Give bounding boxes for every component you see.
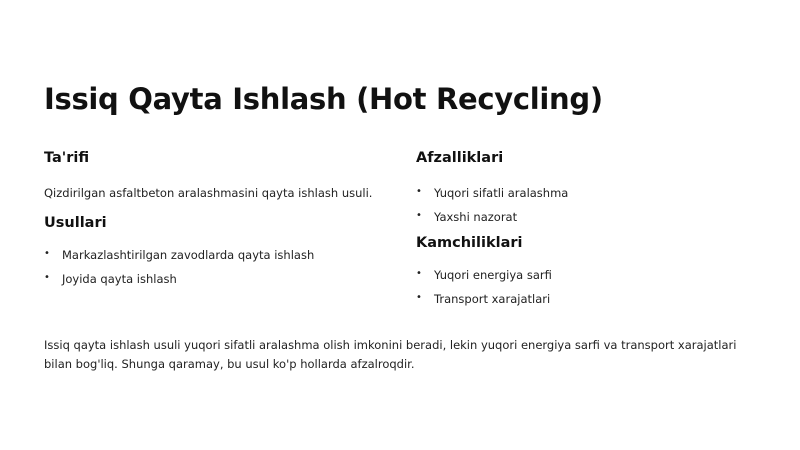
disadvantages-list	[416, 267, 756, 307]
left-column	[44, 148, 374, 295]
list-item	[416, 291, 756, 307]
definition-heading: Ta'rifi	[44, 150, 90, 166]
disadvantage-label: Yuqori energiya sarfi	[434, 268, 552, 282]
list-item	[44, 271, 374, 287]
bullet-icon: •	[44, 272, 50, 283]
bullet-icon: •	[416, 210, 422, 221]
list-item	[416, 185, 756, 201]
methods-heading: Usullari	[44, 215, 107, 231]
summary-text: Issiq qayta ishlash usuli yuqori sifatli aralashma olish imkonini beradi, lekin yuqori energiya sarfi va transport xarajatlari bilan bog'liq. Shunga qaramay, bu usul ko'p hollarda afzalroqdir.	[44, 338, 737, 371]
method-label: Markazlashtirilgan zavodlarda qayta ishlash	[62, 248, 315, 262]
advantage-label: Yuqori sifatli aralashma	[434, 186, 569, 200]
bullet-icon: •	[416, 186, 422, 197]
disadvantage-label: Transport xarajatlari	[434, 292, 551, 306]
methods-list	[44, 247, 374, 287]
advantages-list	[416, 185, 756, 225]
right-column	[416, 148, 756, 315]
list-item	[416, 209, 756, 225]
advantages-heading: Afzalliklari	[416, 150, 504, 166]
advantage-label: Yaxshi nazorat	[434, 210, 518, 224]
method-label: Joyida qayta ishlash	[62, 272, 177, 286]
bullet-icon: •	[416, 292, 422, 303]
disadvantages-heading: Kamchiliklari	[416, 235, 523, 251]
bullet-icon: •	[44, 248, 50, 259]
definition-text: Qizdirilgan asfaltbeton aralashmasini qayta ishlash usuli.	[44, 186, 373, 200]
slide-title: Issiq Qayta Ishlash (Hot Recycling)	[44, 82, 603, 116]
list-item	[416, 267, 756, 283]
list-item	[44, 247, 374, 263]
bullet-icon: •	[416, 268, 422, 279]
